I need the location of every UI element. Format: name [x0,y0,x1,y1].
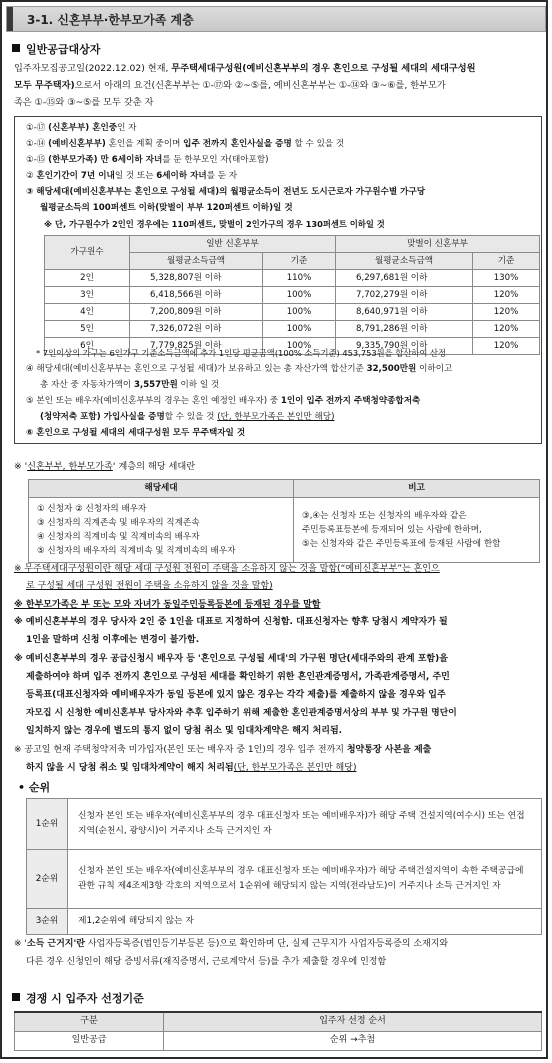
note-homeless-1: ※ 무주택세대구성원이란 해당 세대 구성원 전원이 주택을 소유하지 않는 것을 말함(“예비신혼부부”는 혼인으 [14,564,440,574]
rank-table [26,798,542,935]
subcol-income: 월평균소득금액 [336,253,473,270]
note-single-parent: ※ 한부모가족은 부 또는 모와 자녀가 동일주민등록등본에 등재된 경우를 말함 [14,600,321,610]
income-base-note-2: 다른 경우 신청인이 해당 증빙서류(재직증명서, 근로계약서 등)를 추가 제출할 경우에 인정함 [26,957,387,967]
subcol-standard: 기준 [263,253,336,270]
selection-table [14,1011,542,1051]
col-remarks: 비고 [294,480,540,498]
page-title: 3-1. 신혼부부·한부모가족 계층 [27,13,194,27]
col-household: 해당세대 [29,480,294,498]
note-engaged-docs-1: ※ 예비신혼부부의 경우 공급신청시 배우자 등 '혼인으로 구성될 세대'의 가구원 명단(세대주와의 관계 포함)을 [14,654,448,664]
income-base-note-1: ※ '소득 근거지'란 사업자등록증(법인등기부등본 등)으로 확인하며 단, 실제 근무지가 사업자등록증의 소재지와 [14,939,449,949]
req-savings-2: (청약저축 포함) 가입사실을 증명할 수 있을 것 (단, 한부모가족은 본인만 해당) [40,412,335,422]
table-row: 3인 6,418,566원 이하 100% 7,702,279원 이하 120% [45,287,540,304]
table-row: 1순위 신청자 본인 또는 배우자(예비신혼부부의 경우 대표신청자 또는 예비배우자)가 해당 주택 건설지역(여수시) 또는 연접지역(순천시, 광양시)이 거주지나 소득 근거지인 자 [27,799,542,850]
req-income-1: ③ 해당세대(예비신혼부부는 혼인으로 구성될 세대)의 월평균소득이 전년도 도시근로자 가구원수별 가구당 [26,187,426,197]
col-selection-order: 입주자 선정 순서 [164,1012,542,1032]
rank-heading: • 순위 [18,781,51,794]
household-members: ① 신청자 ② 신청자의 배우자 ③ 신청자의 직계존속 및 배우자의 직계존속 ④ 신청자의 직계비속 및 직계비속의 배우자 ⑤ 신청자의 배우자의 직계비속 및 직계비속의 배우자 [29,498,294,563]
note-representative-1: ※ 예비신혼부부의 경우 당사자 2인 중 1인을 대표로 지정하여 신청함. 대표신청자는 향후 당첨시 계약자가 될 [14,617,448,627]
note-homeless-2: 로 구성될 세대 구성원 전원이 주택을 소유하지 않을 것을 말함) [26,581,273,591]
note-savings-1: ※ 공고일 현재 주택청약저축 미가입자(본인 또는 배우자 중 1인)의 경우 입주 전까지 청약통장 사본을 제출 [14,745,432,755]
square-bullet-icon [12,993,20,1001]
table-row: 5인 7,326,072원 이하 100% 8,791,286원 이하 120% [45,321,540,338]
note-engaged-docs-2: 제출하여야 하며 입주 전까지 혼인으로 구성된 세대를 확인하기 위한 혼인관계증명서, 가족관계증명서, 주민 [26,672,450,682]
table-row: 4인 7,200,809원 이하 100% 8,640,971원 이하 120% [45,304,540,321]
table-row: 일반공급 순위 →추첨 [15,1032,542,1051]
col-household-size: 가구원수 [45,236,130,270]
req-income-note: ※ 단, 가구원수가 2인인 경우에는 110퍼센트, 맞벌이 2인가구의 경우 130퍼센트 이하일 것 [44,219,385,229]
req-savings-1: ⑤ 본인 또는 배우자(예비신혼부부의 경우는 혼인 예정인 배우자) 중 1인이 입주 전까지 주택청약종합저축 [26,396,421,406]
household-table [28,479,540,563]
req-assets-1: ④ 해당세대(예비신혼부부는 혼인으로 구성될 세대)가 보유하고 있는 총 자산가액 합산기준 32,500만원 이하이고 [26,364,453,374]
table-row: 3순위 제1,2순위에 해당되지 않는 자 [27,909,542,935]
household-title: ※ '신혼부부, 한부모가족' 계층의 해당 세대란 [14,461,196,472]
title-accent [7,7,13,31]
note-engaged-docs-5: 일치하지 않는 경우에 별도의 통지 없이 당첨 취소 및 임대차계약은 해지 처리됨. [26,726,343,736]
large-household-note: * 7인이상의 가구는 6인가구 기준소득금액에 추가 1인당 평균금액(100% 소득기준) 453,753원을 합산하여 산정 [36,348,447,358]
income-table [44,235,540,355]
col-category: 구분 [15,1012,164,1032]
subcol-standard: 기준 [473,253,540,270]
req-income-2: 월평균소득의 100퍼센트 이하(맞벌이 부부 120퍼센트 이하)일 것 [40,203,293,213]
req-engaged: ①-⑭ (예비신혼부부) 혼인을 계획 중이며 입주 전까지 혼인사실을 증명 할 수 있을 것 [26,139,345,149]
req-marriage-period: ② 혼인기간이 7년 이내일 것 또는 6세이하 자녀를 둔 자 [26,171,238,181]
note-engaged-docs-3: 등록표(대표신청자와 예비배우자가 동일 등본에 있지 않은 경우는 각각 제출)를 제출하지 않을 경우와 입주 [26,690,446,700]
col-dual-income-couple: 맞벌이 신혼부부 [336,236,540,253]
section-title-bar [6,6,546,32]
req-homeless: ⑥ 혼인으로 구성될 세대의 세대구성원 모두 무주택자일 것 [26,428,246,438]
table-row: 2순위 신청자 본인 또는 배우자(예비신혼부부의 경우 대표신청자 또는 예비배우자)가 해당 주택건설지역이 속한 주택공급에 관한 규칙 제4조제3항 각호의 지역으로서 1순위에 해당되지 않는 지역(전라남도)이 거주지나 소득 근거지인 자 [27,850,542,909]
req-married: ①-⑰ (신혼부부) 혼인중인 자 [26,123,137,133]
req-assets-2: 총 자산 중 자동차가액이 3,557만원 이하 일 것 [40,380,220,390]
selection-heading: 경쟁 시 입주자 선정기준 [12,991,144,1008]
note-representative-2: 1인을 말하며 신청 이후에는 변경이 불가함. [26,635,200,645]
general-heading: 일반공급대상자 [12,42,100,59]
household-remarks: ③,④는 신청자 또는 신청자의 배우자와 같은 주민등록표등본에 등재되어 있는 사람에 한하며, ⑤는 신청자와 같은 주민등록표에 등재된 사람에 한함 [294,498,540,563]
table-row: 2인 5,328,807원 이하 110% 6,297,681원 이하 130% [45,270,540,287]
note-savings-2: 하지 않을 시 당첨 취소 및 임대차계약이 해지 처리됨(단, 한부모가족은 본인만 해당) [26,763,357,773]
subcol-income: 월평균소득금액 [130,253,263,270]
table-row: 6인 7,779,825원 이하 100% 9,335,790원 이하 120% [45,338,540,355]
req-single-parent: ①-⑮ (한부모가족) 만 6세이하 자녀를 둔 한부모인 자(태아포함) [26,155,269,165]
document-page: 3-1. 신혼부부·한부모가족 계층 일반공급대상자 입주자모집공고일(2022.12.02) 현재, 무주택세대구성원(예비신혼부부의 경우 혼인으로 구성될 세대의 세대구성원 모두 무주택자)으로서 아래의 요건(신혼부부는 ①-⑰와 ②~⑤를, 예비신혼부부는 ①-⑭와 ③~⑥를, 한부모가 족은 ①-⑮와 ③~⑤를 모두 갖춘 자 ①-⑰ (신혼부부) 혼인중인 자 ①-⑭ (예비신혼부부) 혼인을 계획 중이며 입주 전까지 혼인사실을 증명 할 수 있을 것 ①-⑮ (한부모가족) 만 6세이하 자녀를 둔 한부모인 자(태아포함) ② 혼인기간이 7년 이내일 것 또는 6세이하 자녀를 둔 자 ③ 해당세대(예비신혼부부는 혼인으로 구성될 세대)의 월평균소득이 전년도 도시근로자 가구원수별 가구당 월평균소득의 100퍼센트 이하(맞벌이 부부 120퍼센트 이하)일 것 ※ 단, 가구원수가 2인인 경우에는 110퍼센트, 맞벌이 2인가구의 경우 130퍼센트 이하일 것 가구원수 일반 신혼부부 맞벌이 신혼부부 월평균소득금액 기준 월평균소득금액 기준 2인 5,328,807원 이하 110% 6,297,681원 이하 130% 3인 6,418,566원 이하 100% 7,702,279원 이하 120% 4인 7,200,809원 이하 100% 8,640,971원 이하 120% 5인 7,326,072원 이하 100% 8,791,286원 이하 120% 6인 7,779,825원 이하 100% 9,335,790원 이하 120% * 7인이상의 가구는 6인가구 기준소득금액에 추가 1인당 평균금액(100% 소득기준) 453,753원을 합산하여 산정 ④ 해당세대(예비신혼부부는 혼인으로 구성될 세대)가 보유하고 있는 총 자산가액 합산기준 32,500만원 이하이고 총 자산 중 자동차가액이 3,557만원 이하 일 것 ⑤ 본인 또는 배우자(예비신혼부부의 경우는 혼인 예정인 배우자) 중 1인이 입주 전까지 주택청약종합저축 (청약저축 포함) 가입사실을 증명할 수 있을 것 (단, 한부모가족은 본인만 해당) ⑥ 혼인으로 구성될 세대의 세대구성원 모두 무주택자일 것 ※ '신혼부부, 한부모가족' 계층의 해당 세대란 해당세대 비고 ① 신청자 ② 신청자의 배우자 ③ 신청자의 직계존속 및 배우자의 직계존속 ④ 신청자의 직계비속 및 직계비속의 배우자 ⑤ 신청자의 배우자의 직계비속 및 직계비속의 배우자 ③,④는 신청자 또는 신청자의 배우자와 같은 주민등록표등본에 등재되어 있는 사람에 한하며, ⑤는 신청자와 같은 주민등록표에 등재된 사람에 한함 ※ 무주택세대구성원이란 해당 세대 구성원 전원이 주택을 소유하지 않는 것을 말함(“예비신혼부부”는 혼인으 로 구성될 세대 구성원 전원이 주택을 소유하지 않을 것을 말함) ※ 한부모가족은 부 또는 모와 자녀가 동일주민등록등본에 등재된 경우를 말함 ※ 예비신혼부부의 경우 당사자 2인 중 1인을 대표로 지정하여 신청함. 대표신청자는 향후 당첨시 계약자가 될 1인을 말하며 신청 이후에는 변경이 불가함. ※ 예비신혼부부의 경우 공급신청시 배우자 등 '혼인으로 구성될 세대'의 가구원 명단(세대주와의 관계 포함)을 제출하여야 하며 입주 전까지 혼인으로 구성된 세대를 확인하기 위한 혼인관계증명서, 가족관계증명서, 주민 등록표(대표신청자와 예비배우자가 동일 등본에 있지 않은 경우는 각각 제출)를 제출하지 않을 경우와 입주 자모집 시 신청한 예비신혼부부 당사자와 추후 입주하기 위해 제출한 혼인관계증명서상의 부부 및 가구원 명단이 일치하지 않는 경우에 별도의 통지 없이 당첨 취소 및 임대차계약은 해지 처리됨. ※ 공고일 현재 주택청약저축 미가입자(본인 또는 배우자 중 1인)의 경우 입주 전까지 청약통장 사본을 제출 하지 않을 시 당첨 취소 및 임대차계약이 해지 처리됨(단, 한부모가족은 본인만 해당) • 순위 1순위 신청자 본인 또는 배우자(예비신혼부부의 경우 대표신청자 또는 예비배우자)가 해당 주택 건설지역(여수시) 또는 연접지역(순천시, 광양시)이 거주지나 소득 근거지인 자 2순위 신청자 본인 또는 배우자(예비신혼부부의 경우 대표신청자 또는 예비배우자)가 해당 주택건설지역이 속한 주택공급에 관한 규칙 제4조제3항 각호의 지역으로서 1순위에 해당되지 않는 지역(전라남도)이 거주지나 소득 근거지인 자 3순위 제1,2순위에 해당되지 않는 자 ※ '소득 근거지'란 사업자등록증(법인등기부등본 등)으로 확인하며 단, 실제 근무지가 사업자등록증의 소재지와 다른 경우 신청인이 해당 증빙서류(재직증명서, 근로계약서 등)를 추가 제출할 경우에 인정함 경쟁 시 입주자 선정기준 구분 입주자 선정 순서 일반공급 순위 →추첨 [0,0,548,1059]
square-bullet-icon [12,44,20,52]
note-engaged-docs-4: 자모집 시 신청한 예비신혼부부 당사자와 추후 입주하기 위해 제출한 혼인관계증명서상의 부부 및 가구원 명단이 [26,708,457,718]
col-general-couple: 일반 신혼부부 [130,236,336,253]
